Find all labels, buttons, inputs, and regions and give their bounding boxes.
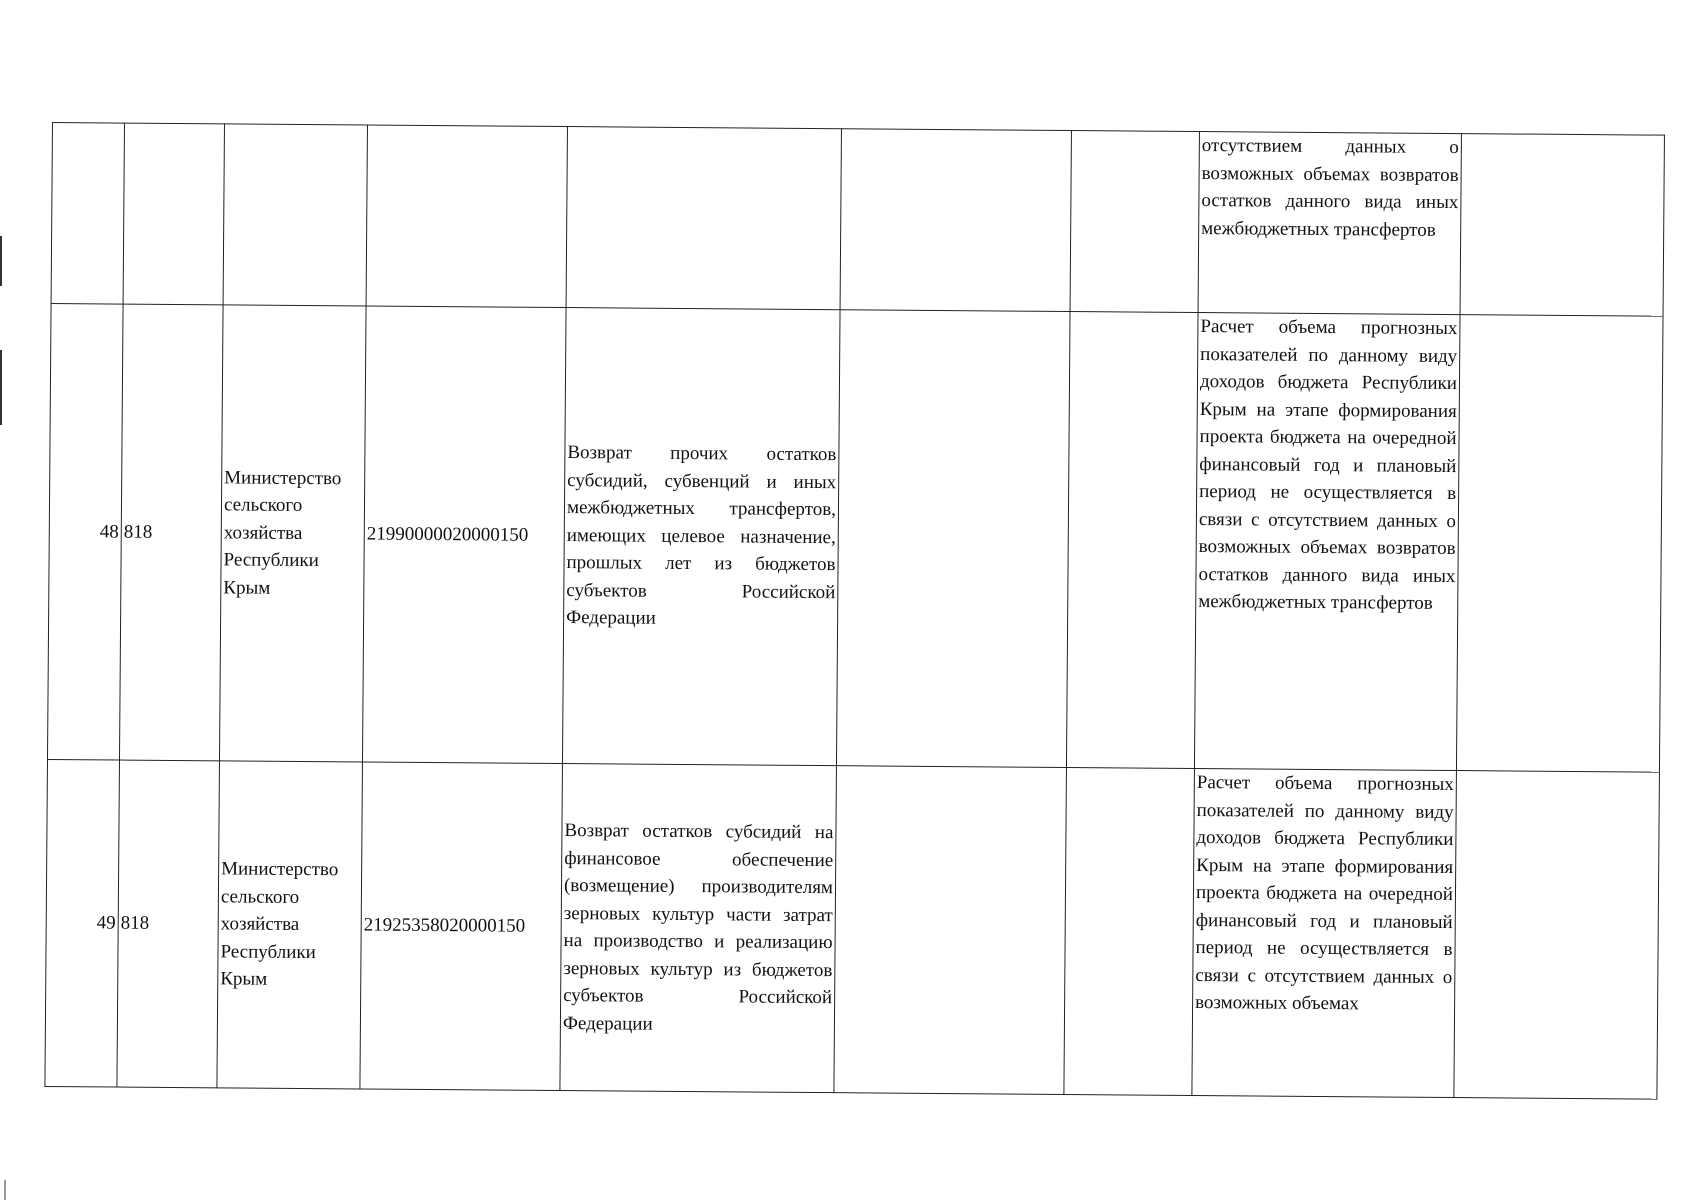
table-row xyxy=(51,123,1664,317)
admin-code xyxy=(123,123,224,305)
scan-edge-mark xyxy=(0,350,2,425)
row-number xyxy=(51,123,124,305)
administrator-name: Министерство сельского хозяйства Республики Крым xyxy=(217,761,363,1089)
row-number: 48 xyxy=(47,303,123,760)
budget-classification-code xyxy=(366,125,567,308)
table-row xyxy=(45,759,1660,1099)
empty-cell xyxy=(1070,131,1199,313)
administrator-name: Министерство сельского хозяйства Республики Крым xyxy=(219,305,366,762)
admin-code: 818 xyxy=(119,304,223,761)
admin-code: 818 xyxy=(117,760,220,1088)
income-name xyxy=(566,127,841,310)
income-name: Возврат прочих остатков субсидий, субвенций и иных межбюджетных трансфертов, имеющих целевое назначение, прошлых лет из бюджетов субъектов Российской Федерации xyxy=(562,308,840,766)
empty-cell xyxy=(1454,771,1660,1100)
scan-edge-mark xyxy=(0,236,2,286)
budget-classification-code: 21990000020000150 xyxy=(362,306,566,764)
row-number: 49 xyxy=(45,759,120,1087)
income-forecast-table xyxy=(44,122,1665,1100)
empty-cell xyxy=(1460,134,1664,317)
income-name: Возврат остатков субсидий на финансовое обеспечение (возмещение) производителям зерновых культур части затрат на производство и реализацию зерновых культур из бюджетов субъектов Российской Федерации xyxy=(560,764,837,1093)
empty-cell xyxy=(1456,315,1663,773)
administrator-name xyxy=(223,124,367,306)
budget-classification-code: 21925358020000150 xyxy=(360,762,563,1091)
table-row xyxy=(47,303,1663,772)
forecast-method: отсутствием данных о возможных объемах возвратов остатков данного вида иных межбюджетных трансфертов xyxy=(1198,132,1461,315)
forecast-method: Расчет объема прогнозных показателей по данному виду доходов бюджета Республики Крым на этапе формирования проекта бюджета на очередной финансовый год и плановый период не осуществляется в связи с отсутствием данных о возможных объемах возвратов остатков данного вида иных межбюджетных трансфертов xyxy=(1194,313,1460,771)
scan-edge-mark xyxy=(4,1180,6,1200)
empty-cell xyxy=(840,129,1071,312)
empty-cell xyxy=(1066,312,1198,769)
empty-cell xyxy=(1064,767,1195,1095)
forecast-method: Расчет объема прогнозных показателей по данному виду доходов бюджета Республики Крым на этапе формирования проекта бюджета на очередной финансовый год и плановый период не осуществляется в связи с отсутствием данных о возможных объемах xyxy=(1192,768,1457,1097)
empty-cell xyxy=(834,766,1067,1095)
empty-cell xyxy=(836,310,1070,768)
